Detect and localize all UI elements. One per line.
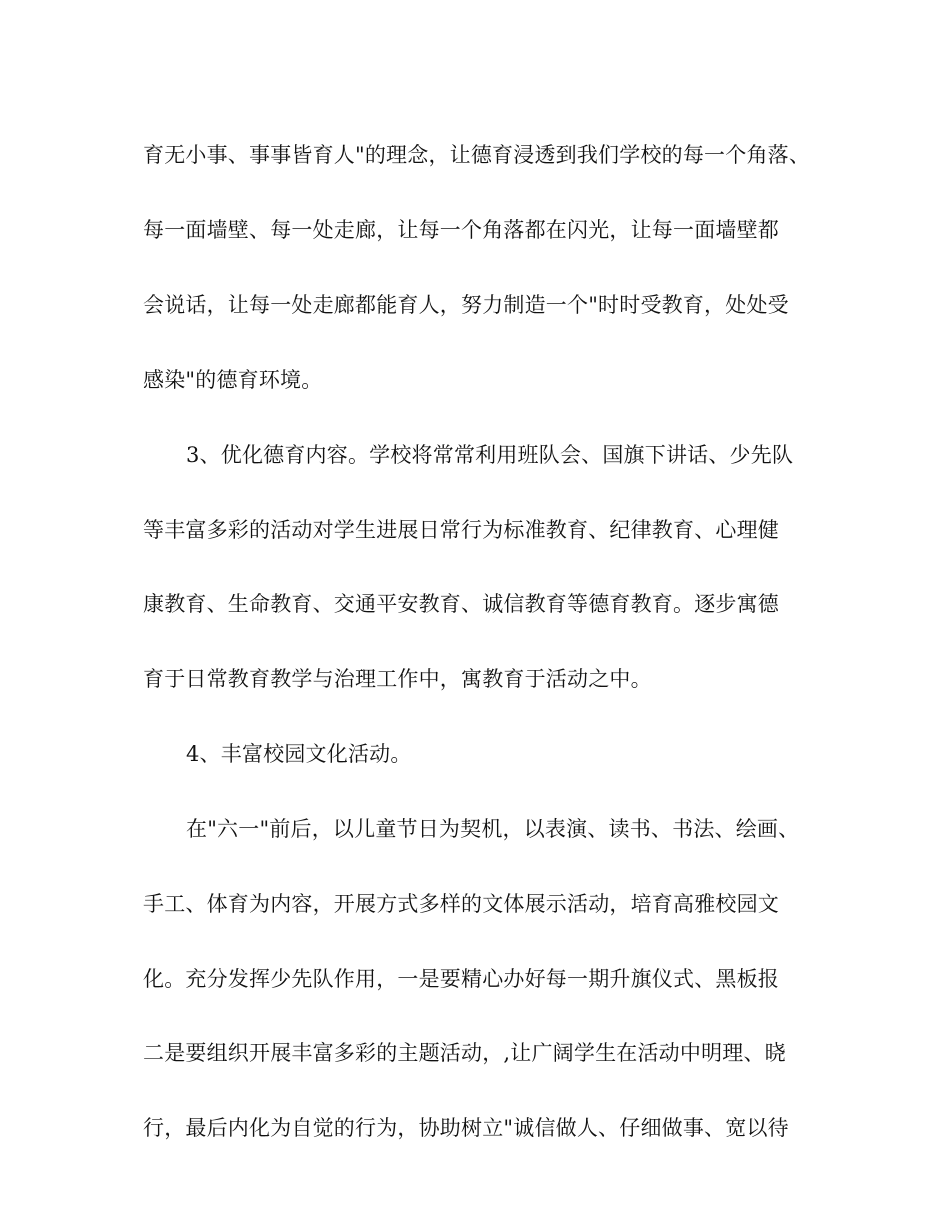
- paragraph-line: 等丰富多彩的活动对学生进展日常行为标准教育、纪律教育、心理健: [143, 518, 779, 542]
- paragraph-line: 会说话，让每一处走廊都能育人，努力制造一个"时时受教育，处处受: [143, 293, 789, 317]
- paragraph-line: 康教育、生命教育、交通平安教育、诚信教育等德育教育。逐步寓德: [143, 592, 779, 616]
- paragraph-line: 3、优化德育内容。学校将常常利用班队会、国旗下讲话、少先队: [186, 443, 794, 467]
- paragraph-line: 育无小事、事事皆育人"的理念，让德育浸透到我们学校的每一个角落、: [143, 143, 811, 167]
- paragraph-line: 感染"的德育环境。: [143, 368, 323, 392]
- paragraph-line: 化。充分发挥少先队作用，一是要精心办好每一期升旗仪式、黑板报: [143, 967, 779, 991]
- paragraph-line: 二是要组织开展丰富多彩的主题活动，,让广阔学生在活动中明理、晓: [143, 1041, 786, 1065]
- paragraph-line: 行，最后内化为自觉的行为，协助树立"诚信做人、仔细做事、宽以待: [143, 1116, 789, 1140]
- paragraph-line: 每一面墙壁、每一处走廊，让每一个角落都在闪光，让每一面墙壁都: [143, 218, 779, 242]
- section-heading: 4、丰富校园文化活动。: [186, 742, 412, 766]
- paragraph-line: 育于日常教育教学与治理工作中，寓教育于活动之中。: [143, 667, 652, 691]
- paragraph-line: 手工、体育为内容，开展方式多样的文体展示活动，培育高雅校园文: [143, 892, 779, 916]
- paragraph-line: 在"六一"前后，以儿童节日为契机，以表演、读书、书法、绘画、: [186, 817, 800, 841]
